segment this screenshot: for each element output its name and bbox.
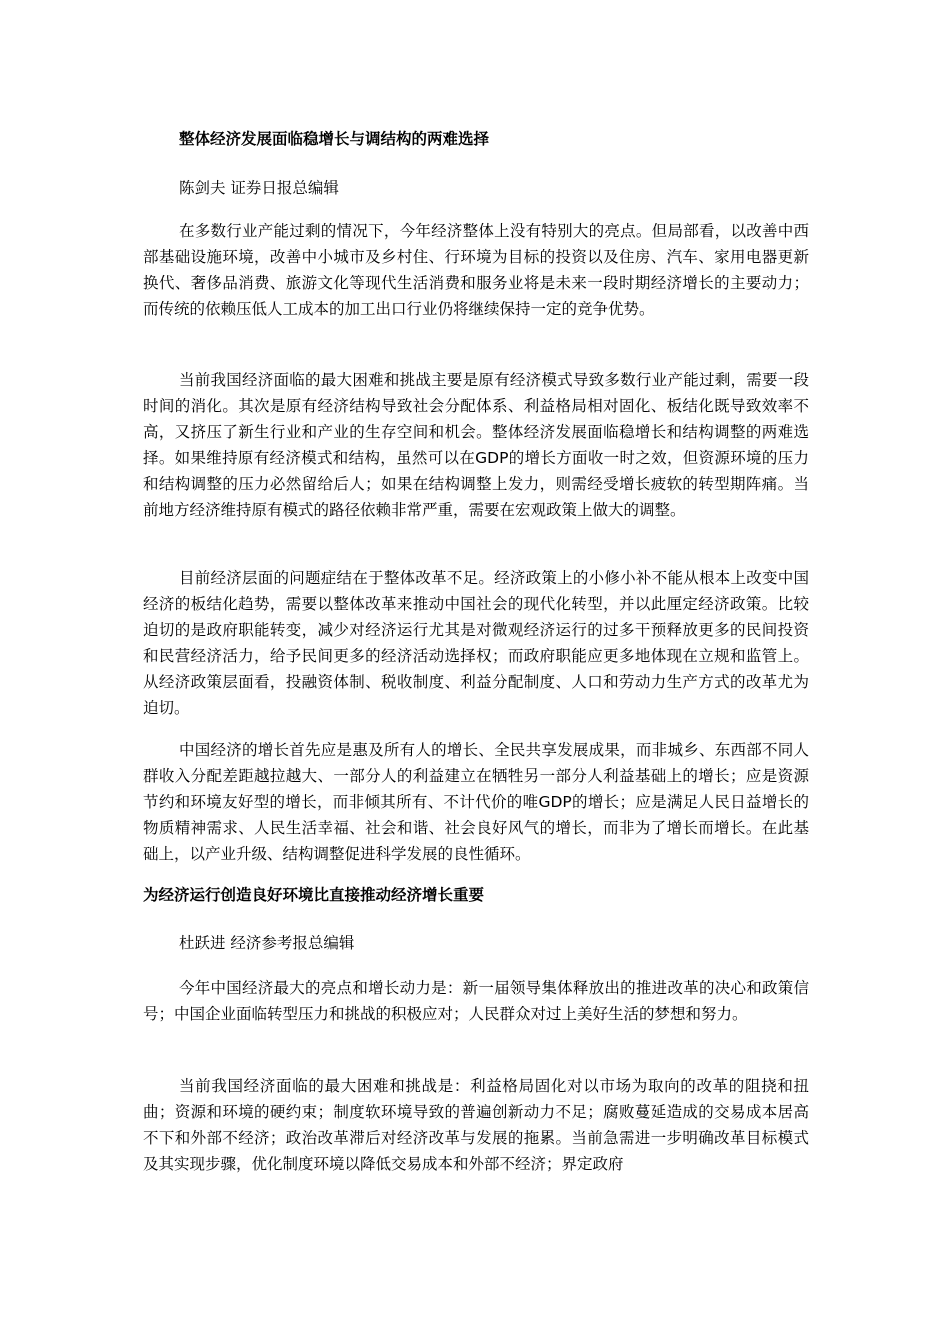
section1-paragraph-3: 目前经济层面的问题症结在于整体改革不足。经济政策上的小修小补不能从根本上改变中国经济的板结化趋势，需要以整体改革来推动中国社会的现代化转型，并以此厘定经济政策。比较迫切的是政府职能转变，减少对经济运行尤其是对微观经济运行的过多干预释放更多的民间投资和民营经济活力，给予民间更多的经济活动选择权；而政府职能应更多地体现在立规和监管上。从经济政策层面看，投融资体制、税收制度、利益分配制度、人口和劳动力生产方式的改革尤为迫切。 bbox=[143, 569, 809, 717]
section2-paragraph-1: 今年中国经济最大的亮点和增长动力是：新一届领导集体释放出的推进改革的决心和政策信号；中国企业面临转型压力和挑战的积极应对；人民群众对过上美好生活的梦想和努力。 bbox=[143, 979, 809, 1023]
section1-byline: 陈剑夫 证券日报总编辑 bbox=[179, 179, 339, 197]
section1-title: 整体经济发展面临稳增长与调结构的两难选择 bbox=[179, 130, 490, 148]
section1-paragraph-1: 在多数行业产能过剩的情况下，今年经济整体上没有特别大的亮点。但局部看，以改善中西部基础设施环境，改善中小城市及乡村住、行环境为目标的投资以及住房、汽车、家用电器更新换代、奢侈品消费、旅游文化等现代生活消费和服务业将是未来一段时期经济增长的主要动力；而传统的依赖压低人工成本的加工出口行业仍将继续保持一定的竞争优势。 bbox=[143, 222, 809, 318]
section2-paragraph-2: 当前我国经济面临的最大困难和挑战是：利益格局固化对以市场为取向的改革的阻挠和扭曲；资源和环境的硬约束；制度软环境导致的普遍创新动力不足；腐败蔓延造成的交易成本居高不下和外部不经济；政治改革滞后对经济改革与发展的拖累。当前急需进一步明确改革目标模式及其实现步骤，优化制度环境以降低交易成本和外部不经济；界定政府 bbox=[143, 1077, 809, 1173]
section2-byline: 杜跃进 经济参考报总编辑 bbox=[179, 934, 355, 952]
section1-paragraph-4: 中国经济的增长首先应是惠及所有人的增长、全民共享发展成果，而非城乡、东西部不同人群收入分配差距越拉越大、一部分人的利益建立在牺牲另一部分人利益基础上的增长；应是资源节约和环境友好型的增长，而非倾其所有、不计代价的唯GDP的增长；应是满足人民日益增长的物质精神需求、人民生活幸福、社会和谐、社会良好风气的增长，而非为了增长而增长。在此基础上，以产业升级、结构调整促进科学发展的良性循环。 bbox=[143, 741, 809, 863]
section1-paragraph-2: 当前我国经济面临的最大困难和挑战主要是原有经济模式导致多数行业产能过剩，需要一段时间的消化。其次是原有经济结构导致社会分配体系、利益格局相对固化、板结化既导致效率不高，又挤压了新生行业和产业的生存空间和机会。整体经济发展面临稳增长和结构调整的两难选择。如果维持原有经济模式和结构，虽然可以在GDP的增长方面收一时之效，但资源环境的压力和结构调整的压力必然留给后人；如果在结构调整上发力，则需经受增长疲软的转型期阵痛。当前地方经济维持原有模式的路径依赖非常严重，需要在宏观政策上做大的调整。 bbox=[143, 371, 809, 519]
section2-title: 为经济运行创造良好环境比直接推动经济增长重要 bbox=[143, 886, 485, 904]
